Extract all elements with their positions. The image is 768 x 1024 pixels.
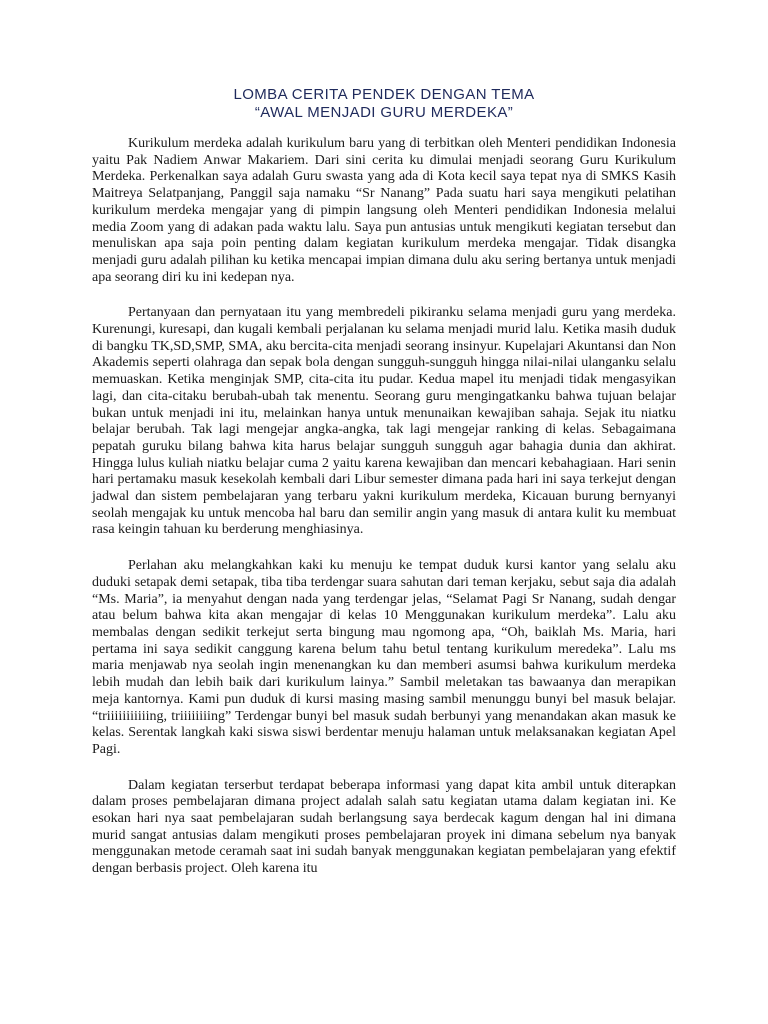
paragraph-1: Kurikulum merdeka adalah kurikulum baru yang di terbitkan oleh Menteri pendidikan Indonesia yaitu Pak Nadiem Anwar Makariem. Dari sini cerita ku dimulai menjadi seorang Guru Kurikulum Merdeka. Perkenalkan saya adalah Guru swasta yang ada di Kota kecil saya tepat nya di SMKS Kasih Maitreya Selatpanjang, Panggil saja namaku “Sr Nanang” Pada suatu hari saya mengikuti pelatihan kurikulum merdeka mengajar yang di pimpin langsung oleh Menteri pendidikan Indonesia melalui media Zoom yang di adakan pada waktu lalu. Saya pun antusias untuk mengikuti kegiatan tersebut dan menuliskan apa saja poin penting dalam kegiatan kurikulum merdeka mengajar. Tidak disangka menjadi guru adalah pilihan ku ketika mencapai impian dimana dulu aku sering bertanya untuk menjadi apa seorang diri ku ini kedepan nya. <box>92 136 676 285</box>
paragraph-2: Pertanyaan dan pernyataan itu yang membredeli pikiranku selama menjadi guru yang merdeka. Kurenungi, kuresapi, dan kugali kembali perjalanan ku selama menjadi murid lalu. Ketika masih duduk di bangku TK,SD,SMP, SMA, aku bercita-cita menjadi seorang insinyur. Kupelajari Akuntansi dan Non Akademis seperti olahraga dan sepak bola dengan sungguh-sungguh hingga nilai-nilai ulanganku selalu memuaskan. Ketika menginjak SMP, cita-cita itu pudar. Kedua mapel itu menjadi tidak mengasyikan lagi, dan cita-citaku berubah-ubah tak menentu. Seorang guru mengingatkanku bahwa tujuan belajar bukan untuk menjadi ini itu, melainkan hanya untuk menunaikan kewajiban sahaja. Sejak itu niatku belajar berubah. Tak lagi mengejar angka-angka, tak lagi mengejar ranking di kelas. Sebagaimana pepatah guruku bilang bahwa kita harus belajar sungguh sungguh agar bahagia dunia dan akhirat. Hingga lulus kuliah niatku belajar cuma 2 yaitu karena kewajiban dan mencari kebahagiaan. Hari senin hari pertamaku masuk kesekolah kembali dari Libur semester dimana pada hari ini saya terkejut dengan jadwal dan sistem pembelajaran yang terbaru yakni kurikulum merdeka, Kicauan burung bernyanyi seolah mengajak ku untuk mencoba hal baru dan semilir angin yang masuk di antara kulit ku membuat rasa keingin tahuan ku berderung menghiasinya. <box>92 305 676 538</box>
document-page <box>92 86 676 897</box>
document-title <box>92 86 676 122</box>
title-line-2: “AWAL MENJADI GURU MERDEKA” <box>254 104 514 121</box>
paragraph-3: Perlahan aku melangkahkan kaki ku menuju ke tempat duduk kursi kantor yang selalu aku duduki setapak demi setapak, tiba tiba terdengar suara sahutan dari teman kerjaku, sebut saja dia adalah “Ms. Maria”, ia menyahut dengan nada yang terdengar jelas, “Selamat Pagi Sr Nanang, sudah dengar atau belum bahwa kita akan mengajar di kelas 10 Menggunakan kurikulum merdeka”. Lalu aku membalas dengan sedikit terkejut serta bingung mau ngomong apa, “Oh, baiklah Ms. Maria, hari pertama ini saya sedikit canggung karena belum tahu betul tentang kurikulum meredeka”. Lalu ms maria menjawab nya seolah ingin menenangkan ku dan memberi asumsi bahwa kurikulum merdeka lebih mudah dan lebih baik dari kurikulum lainya.” Sambil meletakan tas bawaanya dan merapikan meja kantornya. Kami pun duduk di kursi masing masing sambil menunggu bunyi bel masuk belajar. “triiiiiiiiiiing, triiiiiiiing” Terdengar bunyi bel masuk sudah berbunyi yang menandakan akan masuk ke kelas. Serentak langkah kaki siswa siswi berdentar menuju halaman untuk melaksanakan kegiatan Apel Pagi. <box>92 558 676 757</box>
title-line-1: LOMBA CERITA PENDEK DENGAN TEMA <box>233 86 535 103</box>
paragraph-4: Dalam kegiatan terserbut terdapat beberapa informasi yang dapat kita ambil untuk diterapkan dalam proses pembelajaran dimana project adalah salah satu kegiatan utama dalam kegiatan ini. Ke esokan hari nya saat pembelajaran sudah berlangsung saya berdecak kagum dengan hal ini dimana murid sangat antusias dalam mengikuti proses pembelajaran proyek ini dimana sebelum nya banyak menggunakan metode ceramah saat ini sudah banyak menggunakan kegiatan pembelajaran yang efektif dengan berbasis project. Oleh karena itu <box>92 777 676 877</box>
